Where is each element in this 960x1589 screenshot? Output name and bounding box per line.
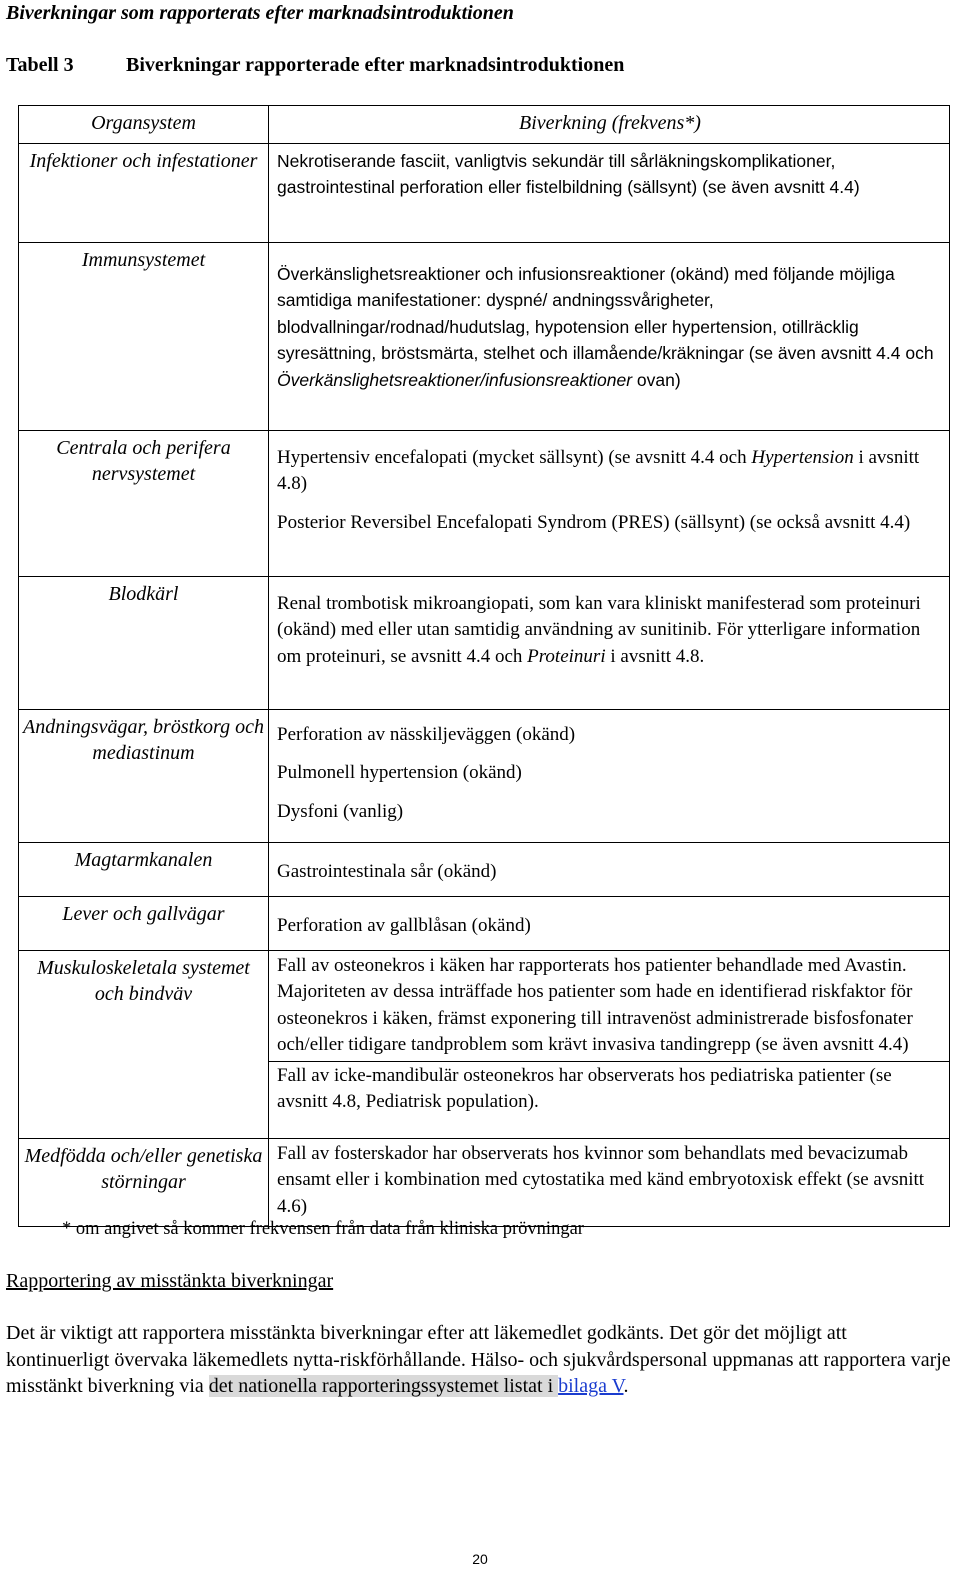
bilaga-v-link[interactable]: bilaga V [558,1375,624,1398]
table-row [19,1138,950,1227]
reaction-text: Perforation av gallblåsan (okänd) [277,914,531,936]
table-footnote: * om angivet så kommer frekvensen från data från kliniska prövningar [62,1219,584,1239]
reaction-text: Nekrotiserande fasciit, vanligtvis sekundär till sårläkningskomplikationer, gastrointestinal perforation eller fistelbildning (sällsynt) (se även avsnitt 4.4) [277,150,860,197]
reaction-text: Fall av fosterskador har observerats hos kvinnor som behandlats med bevacizumab ensamt eller i kombination med cytostatika med känd embryotoxisk effekt (se avsnitt 4.6) [277,1142,925,1217]
table-row [19,950,950,1138]
organ-cell: Infektioner och infestationer [19,143,269,242]
adverse-reactions-table [18,105,950,1227]
reaction-text: Fall av osteonekros i käken har rapporterats hos patienter behandlade med Avastin. Majoriteten av dessa inträffade hos patienter som hade en identifierad riskfaktor för osteonekros i käken, främst exponering till intravenöst administrerade bisfosfonater och/eller tidigare tandproblem som krävt invasiva tandingrepp (se även avsnitt 4.4) [277,954,913,1055]
reaction-cell [269,576,950,709]
reaction-text: Överkänslighetsreaktioner och infusionsreaktioner (okänd) med följande möjliga samtidiga manifestationer: dyspné/ andningssvårigheter, blodvallningar/rodnad/hudutslag, hypotension eller hypertension, otillräcklig syresättning, bröstsmärta, stelhet och illamående/kräkningar (se även avsnitt 4.4 och Överkänslighetsreaktioner/infusionsreaktioner ovan) [277,263,934,390]
table-row [19,709,950,842]
table-caption [6,54,624,77]
table-row [19,242,950,430]
organ-cell: Muskuloskeletala systemet och bindväv [19,950,269,1138]
reporting-paragraph: Det är viktigt att rapportera misstänkta biverkningar efter att läkemedlet godkänts. Det gör det möjligt att kontinuerligt övervaka läkemedlets nytta-riskförhållande. Hälso- och sjukvårdspersonal uppmanas att rapportera varje misstänkt biverkning via det nationella rapporteringssystemet listat i bilaga V. [6,1322,951,1398]
table-row [19,430,950,576]
organ-cell: Immunsystemet [19,242,269,430]
table-caption-text: Biverkningar rapporterade efter marknadsintroduktionen [126,54,625,76]
section-title: Biverkningar som rapporterats efter marknadsintroduktionen [6,2,514,24]
reaction-cell [269,143,950,242]
organ-cell: Blodkärl [19,576,269,709]
organ-cell: Centrala och perifera nervsystemet [19,430,269,576]
table-number: Tabell 3 [6,54,74,76]
reaction-cell [269,430,950,576]
table-header-row [19,106,950,144]
reaction-cell [269,242,950,430]
page-number: 20 [472,1551,488,1567]
reaction-text: Renal trombotisk mikroangiopati, som kan vara kliniskt manifesterad som proteinuri (okänd) med eller utan samtidig användning av sunitinib. För ytterligare information om proteinuri, se avsnitt 4.4 och Proteinuri i avsnitt 4.8. [277,592,921,667]
reaction-text: Perforation av nässkiljeväggen (okänd) [277,723,576,745]
reporting-heading: Rapportering av misstänkta biverkningar [6,1270,334,1292]
organ-cell: Lever och gallvägar [19,896,269,950]
reaction-text: Gastrointestinala sår (okänd) [277,860,497,882]
reaction-cell [269,896,950,950]
reaction-text: Hypertensiv encefalopati (mycket sällsynt) (se avsnitt 4.4 och Hypertension i avsnitt 4.8) [277,446,920,494]
reaction-cell [269,842,950,896]
reaction-text: Fall av icke-mandibulär osteonekros har observerats hos pediatriska patienter (se avsnitt 4.8, Pediatrisk population). [277,1064,892,1112]
reaction-text: Pulmonell hypertension (okänd) [277,762,522,783]
organ-cell: Andningsvägar, bröstkorg och mediastinum [19,709,269,842]
highlighted-text: det nationella rapporteringssystemet listat i [208,1375,559,1398]
reaction-text: Dysfoni (vanlig) [277,800,404,822]
table-row [19,576,950,709]
reaction-cell [269,950,950,1138]
reaction-cell [269,709,950,842]
table-row [19,896,950,950]
header-reaction: Biverkning (frekvens*) [269,106,950,144]
reaction-cell [269,1138,950,1227]
organ-cell: Medfödda och/eller genetiska störningar [19,1138,269,1227]
header-organ-system: Organsystem [19,106,269,144]
table-row [19,842,950,896]
organ-cell: Magtarmkanalen [19,842,269,896]
reaction-text: Posterior Reversibel Encefalopati Syndrom (PRES) (sällsynt) (se också avsnitt 4.4) [277,511,911,533]
table-row [19,143,950,242]
